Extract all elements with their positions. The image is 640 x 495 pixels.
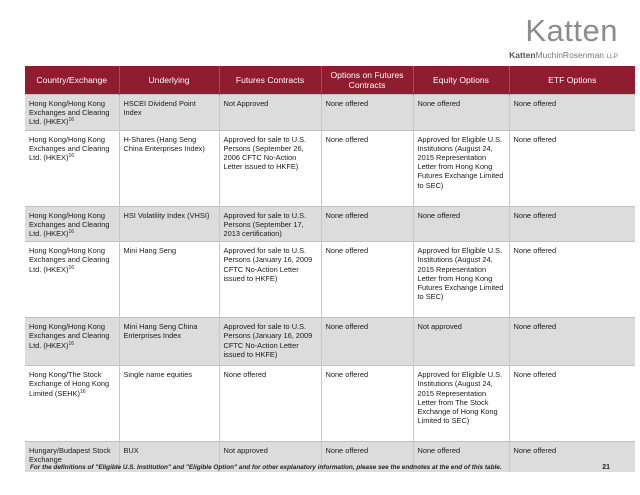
table-row (25, 95, 635, 131)
cell-underlying: H-Shares (Hang Seng China Enterprises Index) (119, 130, 219, 206)
table-row (25, 130, 635, 206)
cell-options-futures: None offered (321, 442, 413, 472)
cell-options-futures: None offered (321, 206, 413, 242)
cell-equity: Not approved (413, 318, 509, 366)
cell-equity: Approved for Eligible U.S. Institutions (August 24, 2015 Representation Letter from Hong Kong Futures Exchange Limited to SEC) (413, 242, 509, 318)
cell-options-futures: None offered (321, 95, 413, 131)
endnote-ref: 16 (68, 340, 74, 347)
cell-options-futures: None offered (321, 130, 413, 206)
logo-firm-name: KattenMuchinRosenman LLP (509, 50, 618, 60)
cell-country: Hungary/Budapest Stock Exchange (25, 442, 119, 472)
cell-options-futures: None offered (321, 318, 413, 366)
cell-etf: None offered (509, 442, 635, 472)
endnote-ref: 16 (68, 264, 74, 271)
cell-futures: Approved for sale to U.S. Persons (September 26, 2006 CFTC No-Action Letter issued to HKFE) (219, 130, 321, 206)
logo-wordmark: Katten (525, 13, 618, 48)
cell-equity: None offered (413, 206, 509, 242)
cell-options-futures: None offered (321, 242, 413, 318)
cell-country: Hong Kong/The Stock Exchange of Hong Kong Limited (SEHK)$^{16}$ (25, 366, 119, 442)
cell-underlying: BUX (119, 442, 219, 472)
cell-etf: None offered (509, 130, 635, 206)
cell-etf: None offered (509, 318, 635, 366)
cell-underlying: HSCEI Dividend Point Index (119, 95, 219, 131)
cell-equity: None offered (413, 442, 509, 472)
cell-futures: Approved for sale to U.S. Persons (January 16, 2009 CFTC No-Action Letter issued to HKFE) (219, 242, 321, 318)
katten-logo (509, 13, 618, 62)
cell-underlying: Mini Hang Seng China Enterprises Index (119, 318, 219, 366)
endnote-ref: 16 (68, 153, 74, 160)
cell-etf: None offered (509, 206, 635, 242)
endnote-ref: 16 (68, 117, 74, 124)
cell-options-futures: None offered (321, 366, 413, 442)
cell-underlying: HSI Volatility Index (VHSI) (119, 206, 219, 242)
exchange-approval-table (25, 66, 635, 472)
table-row (25, 242, 635, 318)
cell-equity: Approved for Eligible U.S. Institutions (August 24, 2015 Representation Letter from The Stock Exchange of Hong Kong Limited to SEC) (413, 366, 509, 442)
cell-etf: None offered (509, 95, 635, 131)
cell-futures: None offered (219, 366, 321, 442)
cell-country: Hong Kong/Hong Kong Exchanges and Clearing Ltd. (HKEX)$^{16}$ (25, 242, 119, 318)
footer-note: For the definitions of "Eligible U.S. Institution" and "Eligible Option" and for other explanatory information, please see the endnotes at the end of this table. (30, 464, 502, 471)
cell-country: Hong Kong/Hong Kong Exchanges and Clearing Ltd. (HKEX)$^{16}$ (25, 318, 119, 366)
header-underlying: Underlying (119, 66, 219, 95)
cell-country: Hong Kong/Hong Kong Exchanges and Clearing Ltd. (HKEX)$^{16}$ (25, 206, 119, 242)
cell-underlying: Single name equities (119, 366, 219, 442)
cell-futures: Approved for sale to U.S. Persons (January 16, 2009 CFTC No-Action Letter issued to HKFE) (219, 318, 321, 366)
page-number: 21 (602, 464, 610, 471)
cell-country: Hong Kong/Hong Kong Exchanges and Clearing Ltd. (HKEX)$^{16}$ (25, 130, 119, 206)
cell-futures: Not approved (219, 442, 321, 472)
header-country-exchange: Country/Exchange (25, 66, 119, 95)
table-row (25, 318, 635, 366)
cell-etf: None offered (509, 366, 635, 442)
table-row (25, 366, 635, 442)
endnote-ref: 16 (79, 388, 86, 395)
header-etf-options: ETF Options (509, 66, 635, 95)
cell-equity: Approved for Eligible U.S. Institutions (August 24, 2015 Representation Letter from Hong Kong Futures Exchange Limited to SEC) (413, 130, 509, 206)
table-row (25, 206, 635, 242)
header-options-on-futures: Options on Futures Contracts (321, 66, 413, 95)
cell-underlying: Mini Hang Seng (119, 242, 219, 318)
header-equity-options: Equity Options (413, 66, 509, 95)
cell-equity: None offered (413, 95, 509, 131)
header-futures-contracts: Futures Contracts (219, 66, 321, 95)
cell-futures: Approved for sale to U.S. Persons (September 17, 2013 certification) (219, 206, 321, 242)
cell-country: Hong Kong/Hong Kong Exchanges and Clearing Ltd. (HKEX)$^{16}$ (25, 95, 119, 131)
endnote-ref: 16 (68, 229, 74, 236)
cell-futures: Not Approved (219, 95, 321, 131)
table-header-row (25, 66, 635, 95)
cell-etf: None offered (509, 242, 635, 318)
